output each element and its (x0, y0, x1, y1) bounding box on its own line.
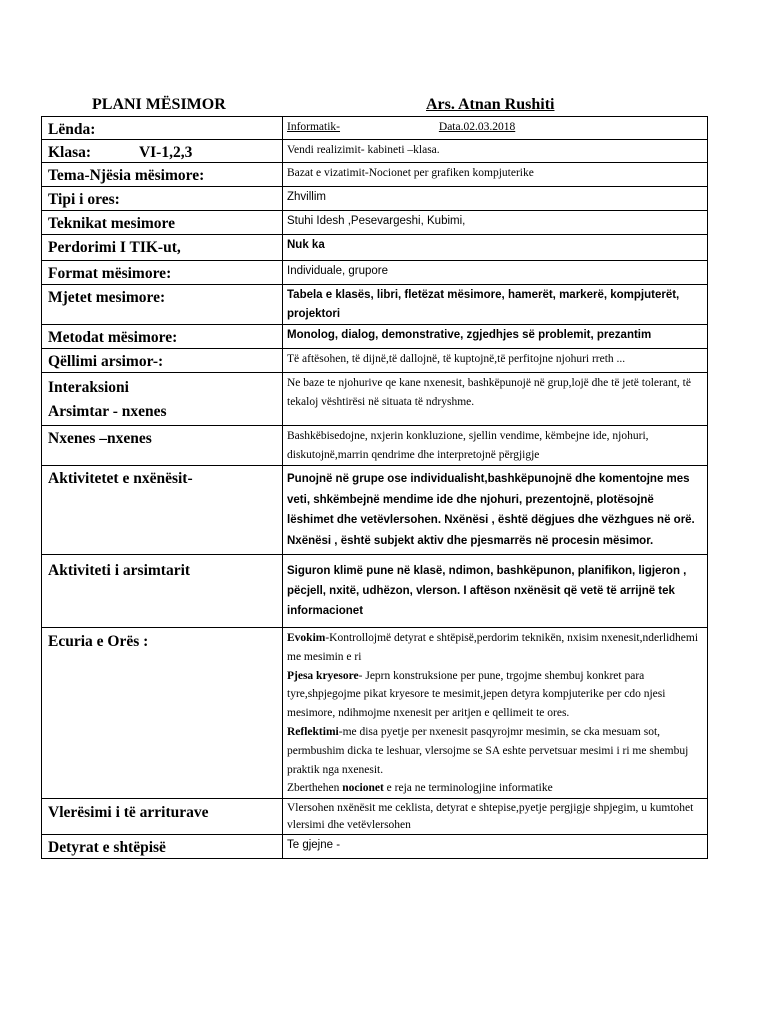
label-detyrat: Detyrat e shtëpisë (42, 835, 283, 859)
value-interaksioni: Ne baze te njohurive qe kane nxenesit, bashkëpunojë në grup,lojë dhe të jetë tolerant, të tekaloj vështirësi në situata të ndryshme. (283, 373, 708, 426)
label-tik: Perdorimi I TIK-ut, (42, 235, 283, 261)
label-aktivitetet-nx: Aktivitetet e nxënësit- (42, 466, 283, 555)
pjesa-label: Pjesa kryesore (287, 669, 359, 682)
reflektimi-label: Reflektimi (287, 725, 339, 738)
label-tema: Tema-Njësia mësimore: (42, 163, 283, 187)
value-ecuria (283, 628, 708, 799)
label-interaksioni-cell (42, 373, 283, 426)
zbert-pre: Zberthehen (287, 782, 343, 795)
row-tipi (42, 187, 708, 211)
label-teknikat: Teknikat mesimore (42, 211, 283, 235)
author-name: Ars. Atnan Rushiti (426, 96, 555, 113)
value-qellimi: Të aftësohen, të dijnë,të dallojnë, të kuptojnë,të perfitojne njohuri rreth ... (283, 349, 708, 373)
value-tik: Nuk ka (283, 235, 708, 261)
row-aktivitetet-nx (42, 466, 708, 555)
value-metodat: Monolog, dialog, demonstrative, zgjedhjes së problemit, prezantim (283, 325, 708, 349)
value-mjetet: Tabela e klasës, libri, fletëzat mësimore, hamerët, markerë, kompjuterët, projektori (283, 285, 708, 325)
subject-value: Informatik- (287, 121, 341, 133)
zbert-post: e reja ne terminologjine informatike (383, 782, 553, 795)
label-format: Format mësimore: (42, 261, 283, 285)
label-mjetet: Mjetet mesimore: (42, 285, 283, 325)
date-value: Data.02.03.2018 (438, 121, 516, 133)
value-tema: Bazat e vizatimit-Nocionet per grafiken kompjuterike (283, 163, 708, 187)
evokim-text: -Kontrollojmë detyrat e shtëpisë,perdorim teknikën, nxisim nxenesit,nderlidhemi me mesimin e ri (287, 632, 699, 663)
value-format: Individuale, grupore (283, 261, 708, 285)
evokim-label: Evokim (287, 632, 326, 644)
label-aktiviteti-ar: Aktiviteti i arsimtarit (42, 555, 283, 628)
label-nxenes: Nxenes –nxenes (42, 426, 283, 466)
row-klasa (42, 140, 708, 163)
value-vendi: Vendi realizimit- kabineti –klasa. (283, 140, 708, 163)
value-vleresimi: Vlersohen nxënësit me ceklista, detyrat e shtepise,pyetje pergjigje shpjegim, u kumtohet vlersimi dhe vetëvlersohen (283, 799, 708, 835)
label-ecuria: Ecuria e Orës : (42, 628, 283, 799)
label-klasa: Klasa: (48, 144, 92, 161)
label-klasa-cell (42, 140, 283, 163)
lesson-plan-table (41, 116, 708, 859)
label-interaksioni: Interaksioni (48, 379, 129, 396)
row-tema (42, 163, 708, 187)
row-interaksioni (42, 373, 708, 426)
document-title: PLANI MËSIMOR (92, 96, 226, 113)
row-detyrat (42, 835, 708, 859)
row-nxenes (42, 426, 708, 466)
label-arsimtar-nxenes: Arsimtar - nxenes (48, 403, 167, 420)
label-qellimi: Qëllimi arsimor-: (42, 349, 283, 373)
row-format (42, 261, 708, 285)
value-aktiviteti-ar: Siguron klimë pune në klasë, ndimon, bashkëpunon, planifikon, ligjeron , pëcjell, nxitë, udhëzon, vlerson. I aftëson nxënësit që vetë të arrijnë tek informacionet (283, 555, 708, 628)
label-tipi: Tipi i ores: (42, 187, 283, 211)
value-aktivitetet-nx: Punojnë në grupe ose individualisht,bashkëpunojnë dhe komentojne mes veti, shkëmbejnë mendime ide dhe njohuri, prezentojnë, plotësojnë lëshimet dhe vetëvlersohen. Nxënësi , është dëgjues dhe vëzhgues në orë. Nxënësi , është subjekt aktiv dhe pjesmarrës në procesin mësimor. (283, 466, 708, 555)
row-mjetet (42, 285, 708, 325)
value-tipi: Zhvillim (283, 187, 708, 211)
pjesa-text: - Jeprn konstruksione per pune, trgojme shembuj konkret para tyre,shpjegojme pikat kryesore te mesimit,jepen detyra kompjuterike per cdo njesi mesimore, ndihmojme nxenesit per aritjen e qellimeit te ores. (287, 669, 666, 720)
row-teknikat (42, 211, 708, 235)
row-qellimi (42, 349, 708, 373)
row-aktiviteti-ar (42, 555, 708, 628)
value-detyrat: Te gjejne - (283, 835, 708, 859)
value-teknikat: Stuhi Idesh ,Pesevargeshi, Kubimi, (283, 211, 708, 235)
zbert-bold: nocionet (342, 782, 384, 795)
row-vleresimi (42, 799, 708, 835)
value-nxenes: Bashkëbisedojne, nxjerin konkluzione, sjellin vendime, këmbejne ide, njohuri, diskutojnë,marrin qendrime dhe interpretojnë përgjigje (283, 426, 708, 466)
row-metodat (42, 325, 708, 349)
reflektimi-text: -me disa pyetje per nxenesit pasqyrojmr mesimin, se cka mesuam sot, permbushim dicka te leshuar, vlersojme se SA eshte pervetsuar mesimi i ri me shembuj praktik nga nxenesit. (287, 725, 689, 776)
value-lenda (283, 117, 708, 140)
row-tik (42, 235, 708, 261)
label-metodat: Metodat mësimore: (42, 325, 283, 349)
row-ecuria (42, 628, 708, 799)
label-vleresimi: Vlerësimi i të arriturave (42, 799, 283, 835)
label-lenda: Lënda: (42, 117, 283, 140)
row-lenda (42, 117, 708, 140)
klasa-value: VI-1,2,3 (138, 144, 193, 161)
